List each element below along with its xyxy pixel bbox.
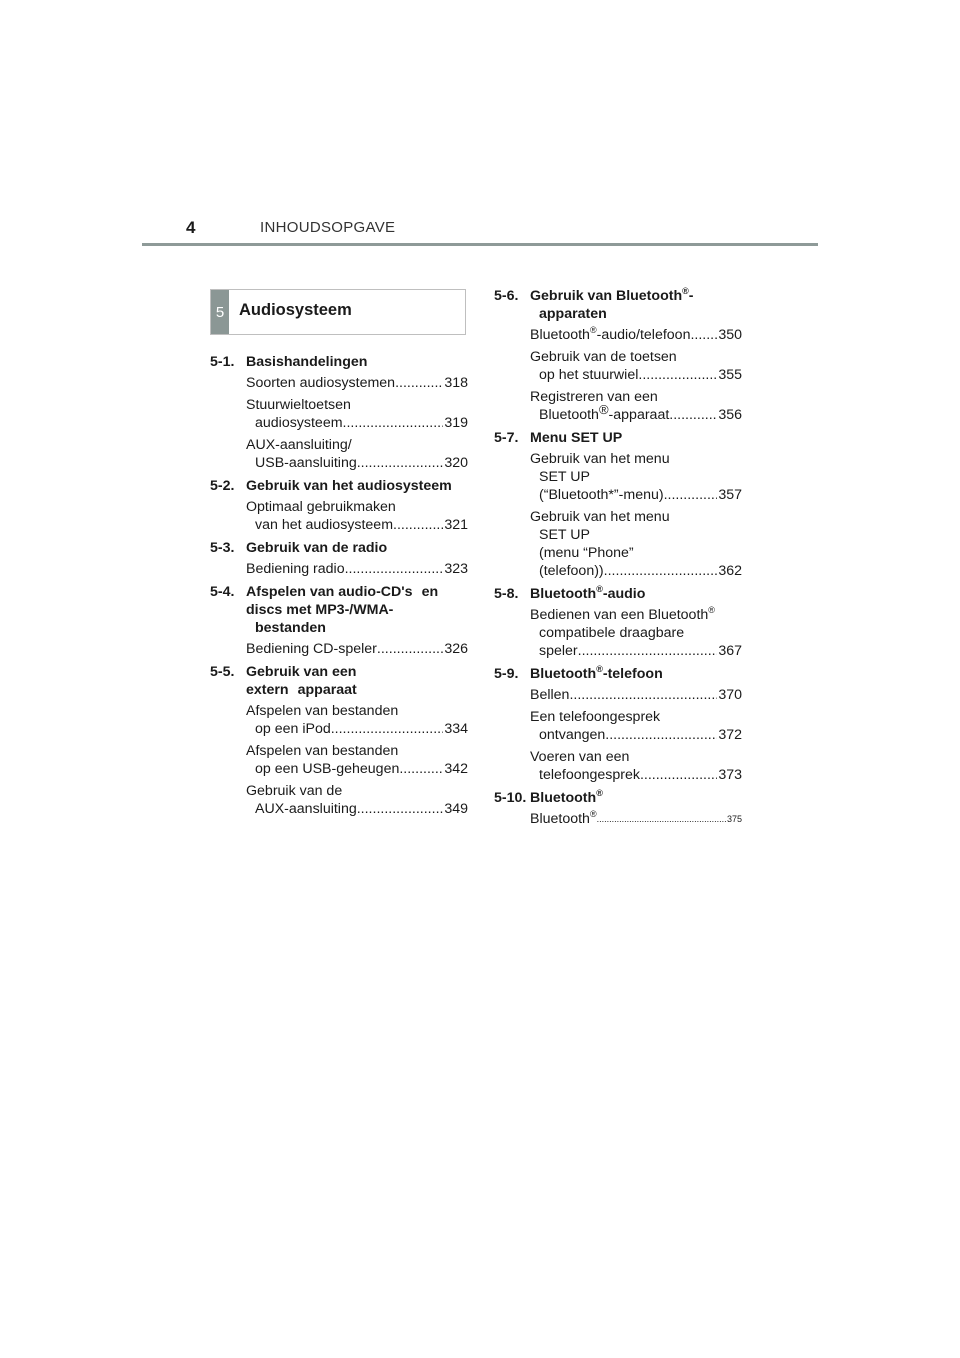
page-ref: 326 — [444, 641, 468, 657]
page-number: 4 — [186, 218, 196, 237]
toc-group-heading[interactable]: 5-7. Menu SET UP — [494, 430, 623, 446]
toc-entry[interactable]: Gebruik van de AUX-aansluiting ..... 349 — [210, 782, 468, 818]
toc-group-5-9 — [494, 665, 742, 784]
toc-entry[interactable]: Gebruik van de toetsen op het stuurwiel ..... 355 — [494, 348, 742, 384]
page-ref: 319 — [444, 415, 468, 431]
toc-group-5-8 — [494, 585, 742, 660]
page-ref: 334 — [444, 721, 468, 737]
toc-group-heading[interactable]: 5-10. Bluetooth® — [494, 788, 603, 806]
toc-entry[interactable]: Voeren van een telefoongesprek ..... 373 — [494, 748, 742, 784]
toc-entry[interactable]: Stuurwieltoetsen audiosysteem ..... 319 — [210, 396, 468, 432]
page-ref: 375 — [726, 814, 742, 824]
toc-group-heading[interactable]: 5-6. Gebruik van Bluetooth®-apparaten — [494, 286, 694, 322]
toc-entry[interactable]: Optimaal gebruikmaken van het audiosysteem ..... 321 — [210, 498, 468, 534]
toc-group-5-7 — [494, 429, 742, 580]
page-ref: 355 — [718, 367, 742, 383]
toc-group-5-4 — [210, 583, 468, 658]
toc-entry[interactable]: Bluetooth® ..... 375 — [494, 810, 742, 828]
toc-entry[interactable]: Een telefoongesprek ontvangen ..... 372 — [494, 708, 742, 744]
section-title: Audiosysteem — [239, 301, 352, 319]
page-ref: 321 — [444, 517, 468, 533]
page-ref: 372 — [718, 727, 742, 743]
toc-group-5-3 — [210, 539, 468, 578]
toc-group-heading[interactable]: 5-5. Gebruik van een extern apparaat — [210, 664, 357, 698]
toc-entry[interactable]: Bluetooth®-audio/telefoon ..... 350 — [494, 326, 742, 344]
page-header — [142, 216, 818, 246]
page-ref: 350 — [718, 327, 742, 343]
toc-entry[interactable]: Bediening CD-speler ..... 326 — [210, 640, 468, 658]
toc-entry[interactable]: Bediening radio ..... 323 — [210, 560, 468, 578]
toc-group-5-2 — [210, 477, 468, 534]
toc-entry[interactable]: Gebruik van het menu SET UP (“Bluetooth*”-menu) ..... 357 — [494, 450, 742, 504]
page-ref: 373 — [718, 767, 742, 783]
toc-group-5-1 — [210, 353, 468, 472]
toc-entry[interactable]: AUX-aansluiting/ USB-aansluiting ..... 320 — [210, 436, 468, 472]
page-ref: 320 — [444, 455, 468, 471]
page-ref: 318 — [444, 375, 468, 391]
toc-group-heading[interactable]: 5-9. Bluetooth®-telefoon — [494, 664, 663, 682]
page-ref: 357 — [718, 487, 742, 503]
toc-group-heading[interactable]: 5-8. Bluetooth®-audio — [494, 584, 646, 602]
page-ref: 356 — [718, 407, 742, 423]
page-ref: 323 — [444, 561, 468, 577]
page-ref: 362 — [718, 563, 742, 579]
toc-entry[interactable]: Bedienen van een Bluetooth® compatibele draagbare speler ..... 367 — [494, 606, 742, 660]
page-ref: 370 — [718, 687, 742, 703]
toc-group-heading[interactable]: 5-4. Afspelen van audio-CD's en discs met MP3-/WMA-bestanden — [210, 584, 439, 636]
toc-group-5-5 — [210, 663, 468, 818]
toc-entry[interactable]: Afspelen van bestanden op een iPod ..... 334 — [210, 702, 468, 738]
toc-group-5-10 — [494, 789, 742, 828]
toc-entry[interactable]: Bellen ..... 370 — [494, 686, 742, 704]
section-heading — [210, 289, 466, 335]
page-ref: 349 — [444, 801, 468, 817]
toc-entry[interactable]: Soorten audiosystemen ..... 318 — [210, 374, 468, 392]
header-title: INHOUDSOPGAVE — [260, 219, 396, 236]
toc-group-5-6 — [494, 287, 742, 424]
toc-right-column — [494, 287, 742, 833]
toc-group-heading[interactable]: 5-3. Gebruik van de radio — [210, 540, 388, 556]
header-divider — [142, 243, 818, 246]
toc-group-heading[interactable]: 5-2. Gebruik van het audiosysteem — [210, 478, 452, 494]
toc-entry[interactable]: Gebruik van het menu SET UP (menu “Phone” (telefoon)) ..... 362 — [494, 508, 742, 580]
section-number-tab: 5 — [211, 290, 229, 334]
toc-group-heading[interactable]: 5-1. Basishandelingen — [210, 354, 368, 370]
page-ref: 367 — [718, 643, 742, 659]
toc-entry[interactable]: Registreren van een Bluetooth®-apparaat ..... 356 — [494, 388, 742, 424]
page-ref: 342 — [444, 761, 468, 777]
toc-entry[interactable]: Afspelen van bestanden op een USB-geheugen ..... 342 — [210, 742, 468, 778]
toc-left-column — [210, 353, 468, 823]
